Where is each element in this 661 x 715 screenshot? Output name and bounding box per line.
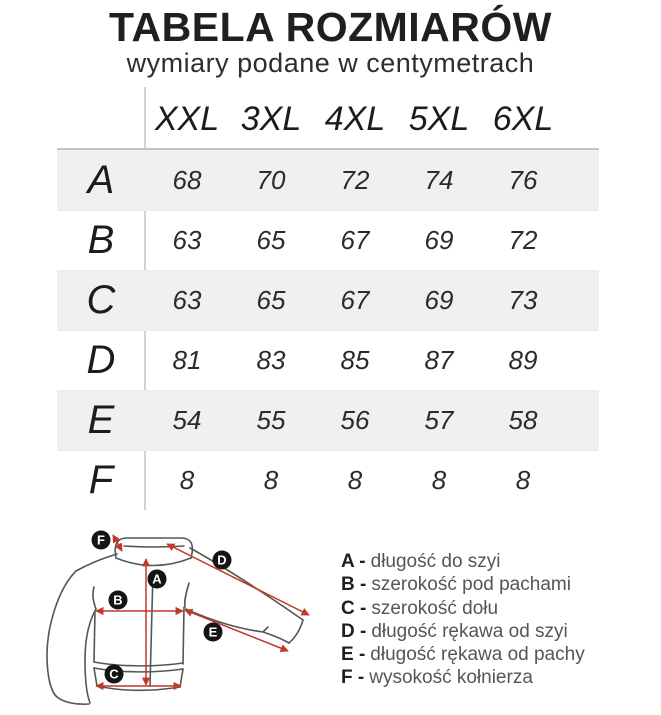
cell-b-6xl: 72 xyxy=(508,225,538,255)
arrow-e xyxy=(185,610,288,651)
page-subtitle: wymiary podane w centymetrach xyxy=(126,48,535,79)
svg-text:B: B xyxy=(113,592,123,608)
legend-item-e xyxy=(341,643,585,666)
cell-d-3xl: 83 xyxy=(256,345,286,375)
badge-a xyxy=(148,570,167,589)
legend-item-a xyxy=(341,550,585,573)
legend-letter-d: D - xyxy=(341,620,367,642)
row-label-a: A xyxy=(87,157,115,202)
cell-f-4xl: 8 xyxy=(347,465,363,495)
table-row-e xyxy=(57,390,599,450)
svg-text:F: F xyxy=(97,532,105,548)
size-table xyxy=(57,90,599,510)
legend-text-d: długość rękawa od szyi xyxy=(371,620,568,642)
cell-f-6xl: 8 xyxy=(515,465,531,495)
cell-c-xxl: 63 xyxy=(172,285,202,315)
cell-e-4xl: 56 xyxy=(340,405,370,435)
legend-text-c: szerokość dołu xyxy=(371,597,499,619)
column-header-6xl: 6XL xyxy=(492,99,554,138)
cell-a-5xl: 74 xyxy=(424,164,454,195)
legend-text-f: wysokość kołnierza xyxy=(369,667,533,689)
table-row-c xyxy=(57,270,599,330)
cell-b-3xl: 65 xyxy=(256,225,286,255)
cell-c-6xl: 73 xyxy=(508,285,538,315)
measurement-arrows xyxy=(96,532,309,686)
column-header-5xl: 5XL xyxy=(408,99,470,138)
legend-item-f xyxy=(341,666,585,689)
badge-e xyxy=(204,623,223,642)
legend-letter-f: F - xyxy=(341,667,365,689)
legend-text-e: długość rękawa od pachy xyxy=(370,644,585,666)
cell-e-3xl: 55 xyxy=(256,405,286,435)
column-header-xxl: XXL xyxy=(154,99,220,138)
legend-letter-b: B - xyxy=(341,574,367,596)
cell-b-4xl: 67 xyxy=(340,225,370,255)
legend-letter-a: A - xyxy=(341,551,366,572)
arrow-d xyxy=(167,544,309,615)
table-row-d xyxy=(57,330,599,390)
legend-item-d xyxy=(341,620,585,643)
row-label-b: B xyxy=(87,218,115,262)
legend-letter-e: E - xyxy=(341,644,366,666)
badge-c xyxy=(105,665,124,684)
cell-e-5xl: 57 xyxy=(424,405,454,435)
row-label-f: F xyxy=(88,458,114,502)
svg-text:E: E xyxy=(208,624,218,640)
legend-letter-c: C - xyxy=(341,597,367,619)
row-label-c: C xyxy=(86,278,116,322)
cell-f-3xl: 8 xyxy=(263,465,279,495)
legend-item-c xyxy=(341,597,585,620)
badge-f xyxy=(92,531,111,550)
arrow-f xyxy=(113,535,122,551)
table-row-f xyxy=(57,450,599,510)
jacket-outline xyxy=(47,538,303,704)
cell-e-6xl: 58 xyxy=(508,405,538,435)
cell-f-5xl: 8 xyxy=(431,465,447,495)
cell-d-5xl: 87 xyxy=(424,345,454,375)
cell-d-4xl: 85 xyxy=(340,345,370,375)
table-row-a xyxy=(57,150,599,210)
cell-c-5xl: 69 xyxy=(424,285,454,315)
legend-item-b xyxy=(341,573,585,596)
legend-text-b: szerokość pod pachami xyxy=(371,574,571,596)
table-row-b xyxy=(57,210,599,270)
cell-b-5xl: 69 xyxy=(424,225,454,255)
cell-e-xxl: 54 xyxy=(172,405,202,435)
cell-a-xxl: 68 xyxy=(172,164,202,195)
column-header-4xl: 4XL xyxy=(324,99,386,138)
svg-text:A: A xyxy=(152,571,162,587)
cell-a-4xl: 72 xyxy=(340,164,370,195)
cell-d-xxl: 81 xyxy=(172,345,202,375)
svg-text:D: D xyxy=(217,552,227,568)
badge-d xyxy=(213,551,232,570)
measurement-legend xyxy=(341,550,585,690)
row-label-d: D xyxy=(86,338,116,382)
row-label-e: E xyxy=(87,398,115,442)
svg-text:C: C xyxy=(109,666,119,682)
cell-d-6xl: 89 xyxy=(508,345,538,375)
badge-b xyxy=(109,591,128,610)
cell-a-6xl: 76 xyxy=(508,164,538,195)
size-table-header-row xyxy=(57,90,599,150)
page-title: TABELA ROZMIARÓW xyxy=(109,4,552,50)
jacket-measurement-diagram xyxy=(0,525,350,715)
cell-c-4xl: 67 xyxy=(340,285,370,315)
cell-a-3xl: 70 xyxy=(256,164,286,195)
cell-f-xxl: 8 xyxy=(179,465,195,495)
legend-text-a: długość do szyi xyxy=(370,551,501,572)
cell-c-3xl: 65 xyxy=(256,285,286,315)
cell-b-xxl: 63 xyxy=(172,225,202,255)
column-header-3xl: 3XL xyxy=(240,99,302,138)
